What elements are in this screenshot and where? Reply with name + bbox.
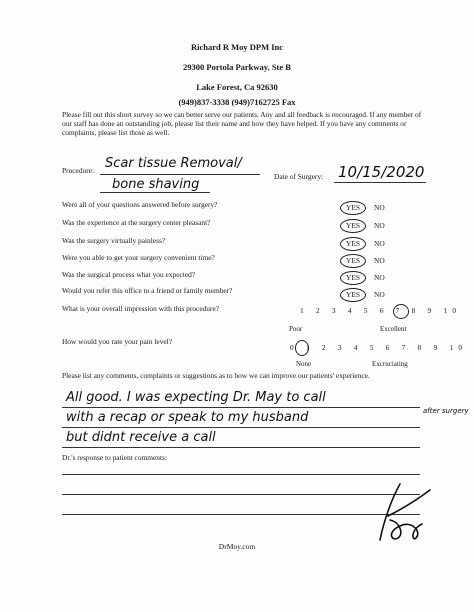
response-line-1 [62,474,420,475]
no-option-1[interactable]: NO [374,203,385,212]
question-2: Was the experience at the surgery center pleasant? [62,218,211,227]
response-line-2 [62,494,420,495]
question-4: Were you able to get your surgery convenient time? [62,253,215,262]
comment-line-3[interactable]: but didnt receive a call [66,430,216,445]
no-option-3[interactable]: NO [374,239,385,248]
yes-option-3[interactable]: YES [346,239,360,248]
procedure-underline-2 [100,192,210,193]
pain-low-label: None [296,360,312,368]
impression-low-label: Poor [289,325,303,333]
comment-line-2-note[interactable]: after surgery [423,407,469,415]
no-option-6[interactable]: NO [374,290,385,299]
comment-line-2[interactable]: with a recap or speak to my husband [66,410,309,425]
practice-phones: (949)837-3338 (949)7162725 Fax [178,97,296,107]
response-line-3 [62,514,420,515]
procedure-label: Procedure: [62,166,95,175]
practice-street: 29300 Portola Parkway, Ste B [183,62,291,72]
practice-name: Richard R Moy DPM Inc [190,42,284,52]
practice-city: Lake Forest, Ca 92630 [196,82,278,92]
impression-scale[interactable]: 1 2 3 4 5 6 7 8 9 10 [300,306,462,315]
question-5: Was the surgical process what you expected? [62,270,196,279]
yes-option-6[interactable]: YES [346,290,360,299]
question-1: Were all of your questions answered before surgery? [62,200,218,209]
yes-option-2[interactable]: YES [346,221,360,230]
comment-line-1[interactable]: All good. I was expecting Dr. May to call [66,390,326,405]
impression-label: What is your overall impression with this procedure? [62,304,220,313]
procedure-value-line2[interactable]: bone shaving [112,177,200,192]
impression-selected-circle [393,304,409,319]
pain-selected-circle [295,340,309,356]
pain-high-label: Excruciating [372,360,408,368]
procedure-underline [100,174,260,175]
response-label: Dr.'s response to patient comments: [62,453,167,462]
comment-underline-1 [62,407,420,408]
footer-website[interactable]: DrMoy.com [218,542,256,551]
impression-high-label: Excellent [380,325,407,333]
yes-option-5[interactable]: YES [346,273,360,282]
comment-underline-2 [62,427,420,428]
survey-intro: Please fill out this short survey so we can better serve our patients. Any and all feedback is encouraged. If any member of our staff has done an outstanding job, please list their name and how they have helped. If you have any comments or complaints, please list those as well. [62,110,422,137]
date-of-surgery-label: Date of Surgery: [274,172,324,181]
pain-scale[interactable]: 0 1 2 3 4 5 6 7 8 9 10 [290,343,468,352]
yes-option-1[interactable]: YES [346,203,360,212]
date-underline [334,182,426,183]
doctor-signature [370,480,440,544]
yes-option-4[interactable]: YES [346,256,360,265]
question-3: Was the surgery virtually painless? [62,236,166,245]
no-option-4[interactable]: NO [374,256,385,265]
no-option-2[interactable]: NO [374,221,385,230]
procedure-value-line1[interactable]: Scar tissue Removal/ [105,156,242,171]
comment-underline-3 [62,447,420,448]
comments-label: Please list any comments, complaints or suggestions as to how we can improve our patients' experience. [62,371,370,380]
no-option-5[interactable]: NO [374,273,385,282]
date-of-surgery-value[interactable]: 10/15/2020 [338,163,425,181]
pain-label: How would you rate your pain level? [62,337,173,346]
question-6: Would you refer this office to a friend or family member? [62,286,233,295]
